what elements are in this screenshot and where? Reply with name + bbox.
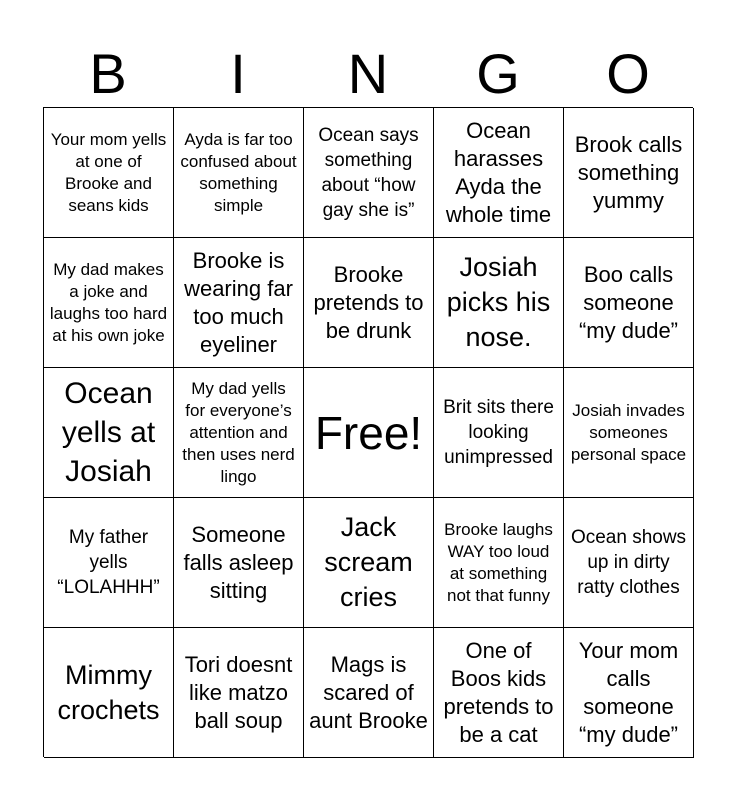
- header-letter-n: N: [347, 42, 389, 105]
- cell-text: Your mom yells at one of Brooke and seans kids: [50, 129, 167, 215]
- bingo-cell[interactable]: [304, 628, 434, 758]
- cell-text: Brit sits there looking unimpressed: [443, 397, 554, 468]
- bingo-cell[interactable]: [44, 498, 174, 628]
- bingo-cell[interactable]: [174, 368, 304, 498]
- cell-text: My dad makes a joke and laughs too hard at his own joke: [49, 259, 168, 345]
- cell-text: Ocean harasses Ayda the whole time: [445, 117, 552, 227]
- header-letter-g: G: [476, 42, 520, 105]
- bingo-cell[interactable]: [564, 238, 694, 368]
- header-letter-i: I: [230, 42, 246, 105]
- header-letter-b: B: [89, 42, 127, 105]
- cell-text: Your mom calls someone “my dude”: [578, 637, 679, 747]
- bingo-cell[interactable]: [304, 498, 434, 628]
- bingo-cell[interactable]: [434, 238, 564, 368]
- bingo-cell[interactable]: [434, 498, 564, 628]
- cell-text: Someone falls asleep sitting: [183, 521, 294, 603]
- bingo-cell[interactable]: [174, 108, 304, 238]
- cell-text: Ocean yells at Josiah: [61, 377, 156, 488]
- cell-text: My father yells “LOLAHHH”: [57, 527, 160, 598]
- bingo-cell[interactable]: [434, 628, 564, 758]
- bingo-cell[interactable]: [44, 368, 174, 498]
- bingo-cell[interactable]: [434, 368, 564, 498]
- bingo-cell[interactable]: [564, 368, 694, 498]
- cell-text: My dad yells for everyone’s attention and then uses nerd lingo: [182, 378, 295, 486]
- cell-text: Brooke laughs WAY too loud at something not that funny: [444, 519, 553, 605]
- cell-text: Jack scream cries: [324, 512, 413, 612]
- bingo-cell[interactable]: [304, 108, 434, 238]
- cell-text: Ayda is far too confused about something simple: [180, 129, 297, 215]
- cell-text: One of Boos kids pretends to be a cat: [443, 637, 554, 747]
- header-letter-o: O: [606, 42, 650, 105]
- cell-text: Mags is scared of aunt Brooke: [309, 651, 428, 733]
- cell-text: Mimmy crochets: [57, 659, 160, 725]
- bingo-cell[interactable]: [304, 238, 434, 368]
- cell-text: Ocean says something about “how gay she is”: [318, 124, 419, 221]
- bingo-cell[interactable]: [174, 238, 304, 368]
- bingo-cell[interactable]: [44, 628, 174, 758]
- bingo-cell[interactable]: [564, 628, 694, 758]
- bingo-header: [43, 40, 693, 108]
- bingo-grid: [43, 107, 693, 757]
- cell-text: Josiah invades someones personal space: [570, 400, 687, 464]
- bingo-cell[interactable]: [174, 498, 304, 628]
- bingo-cell[interactable]: [44, 108, 174, 238]
- bingo-cell[interactable]: [564, 498, 694, 628]
- free-space-cell[interactable]: [304, 368, 434, 498]
- cell-text: Tori doesnt like matzo ball soup: [184, 651, 293, 733]
- bingo-cell[interactable]: [174, 628, 304, 758]
- bingo-cell[interactable]: [564, 108, 694, 238]
- cell-text: Brook calls something yummy: [574, 131, 683, 213]
- cell-text: Ocean shows up in dirty ratty clothes: [570, 527, 687, 598]
- free-space-text: Free!: [314, 406, 423, 459]
- cell-text: Boo calls someone “my dude”: [578, 261, 679, 343]
- bingo-cell[interactable]: [44, 238, 174, 368]
- cell-text: Brooke pretends to be drunk: [313, 261, 424, 343]
- bingo-cell[interactable]: [434, 108, 564, 238]
- cell-text: Josiah picks his nose.: [446, 252, 551, 352]
- cell-text: Brooke is wearing far too much eyeliner: [184, 247, 293, 357]
